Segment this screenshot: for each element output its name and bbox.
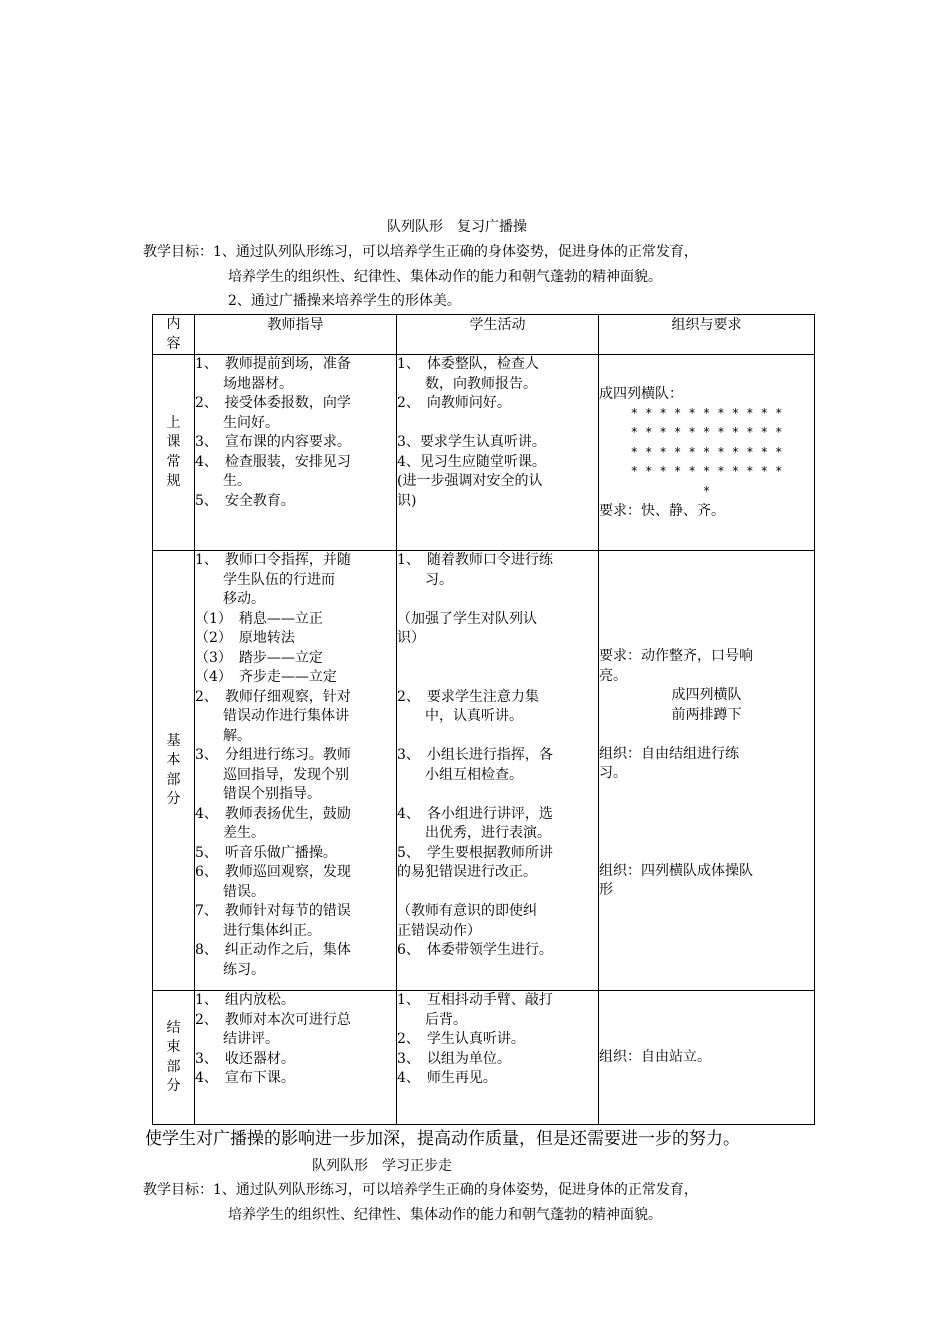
lesson2-objective-line-2: 培养学生的组织性、纪律性、集体动作的能力和朝气蓬勃的精神面貌。 [228,1207,662,1223]
cell-line: (进一步强调对安全的认 [397,473,543,489]
cell-line: （1） 稍息——立正 [195,610,323,627]
cell-line: 错误个别指导。 [195,786,321,802]
table-row-closing [153,991,815,1125]
cell-line: 1、 互相抖动手臂、敲打 [397,992,553,1008]
org-cell-closing: 组织：自由站立。 [599,991,815,1125]
cell-line: 2、 教师对本次可进行总 [195,1011,351,1028]
cell-line: 形 [599,882,613,898]
cell-line: 移动。 [195,591,265,607]
cell-line: 数，向教师报告。 [397,375,537,392]
cell-line: * * * * * * * * * * * [630,444,783,459]
cell-line: 2、 学生认真听讲。 [397,1031,525,1047]
cell-line: 4、 教师表扬优生，鼓励 [195,805,351,822]
cell-line: 组织：自由结组进行练 [599,745,739,762]
cell-line: 7、 教师针对每节的错误 [195,903,351,919]
cell-line: 要求：动作整齐，口号响 [599,648,753,664]
cell-line: 2、 教师仔细观察，针对 [195,688,351,705]
cell-line: 5、 安全教育。 [195,492,295,509]
cell-line: 3、 宣布课的内容要求。 [195,434,351,450]
lesson2-objective-line-1 [143,1181,698,1199]
cell-line: 1、 教师提前到场，准备 [195,356,351,372]
cell-line [599,803,814,823]
cell-line: 组织：四列横队成体操队 [599,862,753,879]
lesson1-objective-line-3: 2、通过广播操来培养学生的形体美。 [228,293,461,309]
cell-line: 1、 体委整队，检查人 [397,356,539,372]
formation-label: 成四列横队： [599,386,683,402]
cell-line: 识） [397,630,425,646]
cell-line: 差生。 [195,825,265,841]
header-teacher: 教师指导 [195,315,397,355]
lesson1-title: 队列队形 复习广播操 [387,219,527,235]
cell-line: 成四列横队 [671,687,742,703]
teacher-cell-main [195,551,397,991]
table-row-opening [153,355,815,551]
cell-line [599,842,814,862]
cell-line: （加强了学生对队列认 [397,610,537,627]
student-cell-opening [397,355,599,551]
cell-line: 场地器材。 [195,375,293,392]
cell-line: 生。 [195,473,251,489]
cell-line: * [702,483,711,498]
cell-line: 巡回指导，发现个别 [195,766,349,783]
lesson1-objective-line-1 [143,243,698,261]
cell-line [397,883,598,903]
cell-line: 学生队伍的行进而 [195,571,335,588]
cell-line: 1、 教师口令指挥，并随 [195,552,351,568]
cell-line: 出优秀，进行表演。 [397,825,551,841]
lesson-plan-table [152,314,815,1125]
cell-line [599,784,814,804]
cell-line: 正错误动作） [397,922,481,939]
cell-line: 4、 师生再见。 [397,1070,497,1086]
cell-line [397,668,598,688]
student-cell-main [397,551,599,991]
cell-line [397,649,598,669]
cell-line: 错误动作进行集体讲 [195,708,349,724]
cell-line: 后背。 [397,1011,467,1028]
objective-text: 1、通过队列队形练习，可以培养学生正确的身体姿势，促进身体的正常发育， [213,244,698,260]
header-org: 组织与要求 [599,315,815,355]
header-student: 学生活动 [397,315,599,355]
cell-line: 3、要求学生认真听讲。 [397,434,546,450]
cell-line: 小组互相检查。 [397,766,523,783]
cell-line: 亮。 [599,667,627,684]
teacher-cell-opening [195,355,397,551]
cell-line: 6、 教师巡回观察，发现 [195,864,351,880]
cell-line: （2） 原地转法 [195,630,295,646]
lesson1-reflection: 使学生对广播操的影响进一步加深，提高动作质量，但是还需要进一步的努力。 [145,1129,740,1149]
cell-line: 习。 [599,765,627,781]
section-label-main: 基 本 部 分 [153,551,195,991]
cell-line [397,590,598,610]
section-label-closing: 结 束 部 分 [153,991,195,1125]
cell-line: 4、 宣布下课。 [195,1070,295,1086]
cell-line: 5、 学生要根据教师所讲 [397,844,553,861]
table-row-main [153,551,815,991]
org-cell-opening [599,355,815,551]
cell-line: （3） 踏步——立定 [195,649,323,666]
cell-line: 3、 收还器材。 [195,1050,295,1067]
org-cell-main [599,551,815,991]
cell-line: （4） 齐步走——立定 [195,669,337,685]
cell-line: 6、 体委带领学生进行。 [397,942,553,958]
section-label-opening: 上 课 常 规 [153,355,195,551]
cell-line: 2、 要求学生注意力集 [397,688,539,705]
formation-diagram [599,405,814,503]
cell-line: （教师有意识的即使纠 [397,903,537,919]
cell-line: 识) [397,492,417,509]
cell-line: 前两排蹲下 [671,706,742,723]
objective-text: 1、通过队列队形练习，可以培养学生正确的身体姿势，促进身体的正常发育， [213,1182,698,1198]
cell-line: 2、 向教师问好。 [397,395,511,411]
lesson2-title: 队列队形 学习正步走 [312,1158,452,1174]
cell-line: 错误。 [195,883,265,900]
cell-line: 1、 随着教师口令进行练 [397,552,553,568]
cell-line: 3、 小组长进行指挥，各 [397,747,553,763]
cell-line: 生问好。 [195,414,279,431]
cell-line: 习。 [397,571,453,588]
cell-line [599,823,814,843]
cell-line: 8、 纠正动作之后，集体 [195,942,351,958]
cell-line: 中，认真听讲。 [397,708,523,724]
cell-line: 4、见习生应随堂听课。 [397,453,546,470]
cell-line [397,414,598,434]
cell-line: * * * * * * * * * * * [630,405,783,420]
student-cell-closing [397,991,599,1125]
lesson1-objective-line-2: 培养学生的组织性、纪律性、集体动作的能力和朝气蓬勃的精神面貌。 [228,269,662,285]
cell-line: 练习。 [195,961,265,978]
cell-line: 1、 组内放松。 [195,992,295,1008]
teacher-cell-closing [195,991,397,1125]
objective-label: 教学目标： [143,1182,213,1198]
objective-label: 教学目标： [143,244,213,260]
cell-line: 进行集体纠正。 [195,922,321,939]
cell-line: * * * * * * * * * * * [630,464,783,478]
cell-line: 4、 检查服装，安排见习 [195,453,351,470]
cell-line: 5、 听音乐做广播操。 [195,844,337,861]
opening-requirement: 要求：快、静、齐。 [599,503,725,519]
cell-line: 解。 [195,727,251,744]
cell-line: 3、 以组为单位。 [397,1050,511,1067]
cell-line: 4、 各小组进行讲评，选 [397,805,553,822]
cell-line [599,725,814,745]
cell-line: * * * * * * * * * * * [630,425,783,439]
cell-line: 结讲评。 [195,1031,279,1047]
cell-line: 的易犯错误进行改正。 [397,864,537,880]
cell-line: 3、 分组进行练习。教师 [195,747,351,763]
cell-line: 2、 接受体委报数，向学 [195,395,351,411]
cell-line [397,785,598,805]
table-header-row [153,315,815,355]
header-content: 内 容 [153,315,195,355]
cell-line [397,727,598,747]
